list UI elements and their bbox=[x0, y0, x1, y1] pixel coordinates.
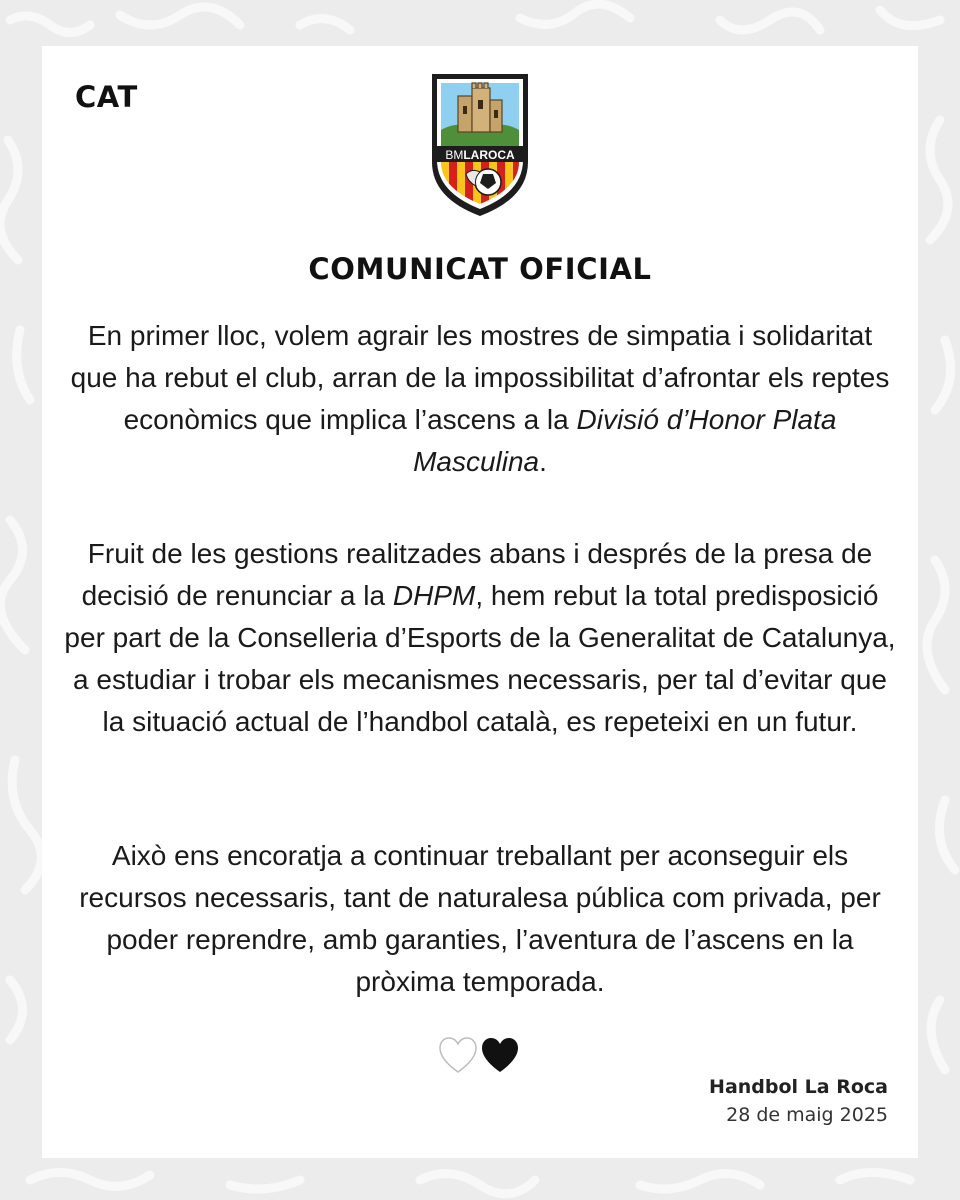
crest-club-name: LAROCA bbox=[463, 148, 515, 162]
signature-name: Handbol La Roca bbox=[709, 1076, 888, 1098]
paragraph-1-emphasis: Divisió d’Honor Plata Masculina bbox=[413, 404, 837, 477]
crest-prefix: BM bbox=[445, 148, 464, 162]
page-title: COMUNICAT OFICIAL bbox=[308, 252, 652, 286]
black-heart-icon bbox=[482, 1038, 518, 1072]
paragraph-2-emphasis: DHPM bbox=[392, 580, 476, 611]
white-heart-icon bbox=[440, 1038, 476, 1072]
paragraph-3: Això ens encoratja a continuar treballant per aconseguir els recursos necessaris, tant de naturalesa pública com privada, per poder reprendre, amb garanties, l’aventura de l’ascens en la pròxima temporada. bbox=[79, 840, 881, 997]
club-crest-logo bbox=[428, 70, 532, 218]
announcement-card bbox=[42, 46, 918, 1158]
paragraph-1-end: . bbox=[539, 446, 547, 477]
paragraph-2-text-b: , hem rebut la total predisposició per part de la Conselleria d’Esports de la Generalitat de Catalunya, a estudiar i trobar els mecanismes necessaris, per tal d’evitar que la situació actual de l’handbol català, es repeteixi en un futur. bbox=[64, 580, 896, 737]
signature-block bbox=[709, 1073, 888, 1129]
language-label: CAT bbox=[75, 80, 138, 114]
paragraph-2 bbox=[62, 533, 898, 743]
svg-text:BMLAROCA bbox=[445, 148, 515, 162]
paragraph-1-text: En primer lloc, volem agrair les mostres de simpatia i solidaritat que ha rebut el club, arran de la impossibilitat d’afrontar els reptes econòmics que implica l’ascens a la bbox=[70, 320, 890, 435]
paragraph-2-text-a: Fruit de les gestions realitzades abans i després de la presa de decisió de renunciar a la bbox=[81, 538, 873, 611]
signature-date: 28 de maig 2025 bbox=[726, 1104, 888, 1126]
hearts-emoji bbox=[438, 1036, 522, 1076]
paragraph-1 bbox=[62, 315, 898, 483]
